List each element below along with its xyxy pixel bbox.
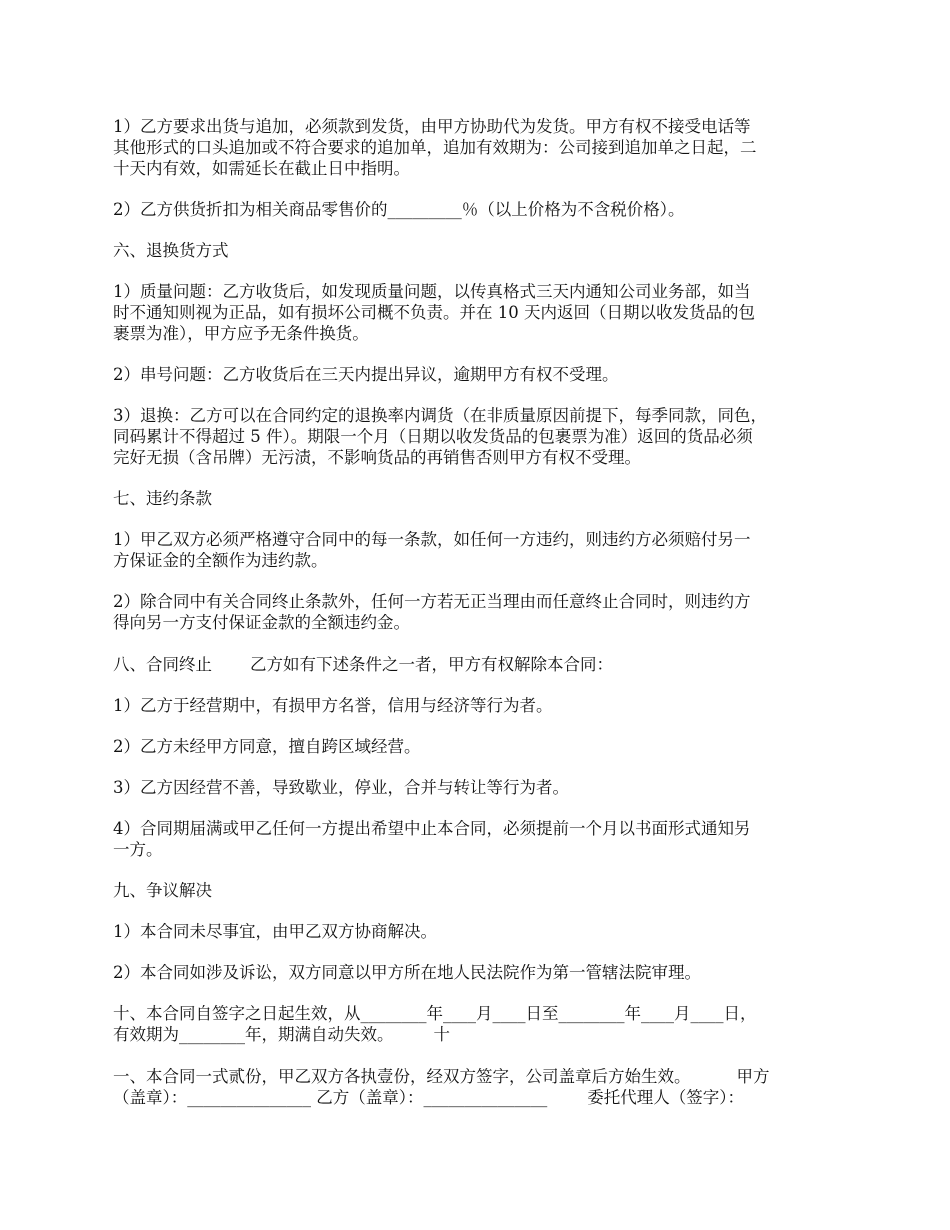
clause-6-item-2 xyxy=(113,364,840,385)
clause-6-item-1 xyxy=(113,281,840,344)
section-heading-8 xyxy=(113,654,840,675)
text-line: 1）乙方要求出货与追加，必须款到发货，由甲方协助代为发货。甲方有权不接受电话等 xyxy=(113,117,751,136)
text-line: 完好无损（含吊牌）无污渍，不影响货品的再销售否则甲方有权不受理。 xyxy=(113,448,641,467)
agent-signature-field: 委托代理人（签字）： xyxy=(587,1088,744,1107)
text-line: 3）退换：乙方可以在合同约定的退换率内调货（在非质量原因前提下，每季同款，同色， xyxy=(113,406,767,425)
text-line: 十、本合同自签字之日起生效，从________年____月____日至________年____月____日， xyxy=(113,1004,757,1023)
copies-clause: 一、本合同一式贰份，甲乙双方各执壹份，经双方签字，公司盖章后方始生效。 xyxy=(113,1067,691,1086)
clause-5-item-2 xyxy=(113,199,840,220)
party-a-label: 甲方 xyxy=(736,1067,770,1086)
text-line: 时不通知则视为正品，如有损坏公司概不负责。并在 10 天内返回（日期以收发货品的包 xyxy=(113,303,755,322)
section-heading-9 xyxy=(113,880,840,901)
clause-9-item-1 xyxy=(113,921,840,942)
text-line: 方保证金的全额作为违约款。 xyxy=(113,551,328,570)
seal-signature-fields: （盖章）：_______________ 乙方（盖章）：_______________ xyxy=(113,1088,548,1107)
section-11-signature xyxy=(113,1066,840,1108)
clause-9-item-2 xyxy=(113,962,840,983)
text-line: 3）乙方因经营不善，导致歇业，停业，合并与转让等行为者。 xyxy=(113,778,569,797)
text-line: 十天内有效，如需延长在截止日中指明。 xyxy=(113,159,410,178)
text-line: 2）乙方未经甲方同意，擅自跨区域经营。 xyxy=(113,737,421,756)
clause-7-item-2 xyxy=(113,591,840,633)
text-line: 得向另一方支付保证金款的全额违约金。 xyxy=(113,613,410,632)
clause-6-item-3 xyxy=(113,405,840,468)
text-line: 七、违约条款 xyxy=(113,489,212,508)
clause-8-item-4 xyxy=(113,818,840,860)
text-line: 2）本合同如涉及诉讼，双方同意以甲方所在地人民法院作为第一管辖法院审理。 xyxy=(113,963,701,982)
clause-8-item-3 xyxy=(113,777,840,798)
section-number-fragment: 十 xyxy=(433,1025,450,1044)
text-line: 同码累计不得超过 5 件）。期限一个月（日期以收发货品的包裹票为准）返回的货品必须 xyxy=(113,427,753,446)
clause-7-item-1 xyxy=(113,529,840,571)
section-intro: 乙方如有下述条件之一者，甲方有权解除本合同： xyxy=(250,655,613,674)
clause-8-item-2 xyxy=(113,736,840,757)
text-line: 1）质量问题：乙方收货后，如发现质量问题，以传真格式三天内通知公司业务部，如当 xyxy=(113,282,751,301)
text-line: 九、争议解决 xyxy=(113,881,212,900)
section-heading-6 xyxy=(113,240,840,261)
text-line: 1）本合同未尽事宜，由甲乙双方协商解决。 xyxy=(113,922,437,941)
text-line: 六、退换货方式 xyxy=(113,241,229,260)
clause-5-item-1 xyxy=(113,116,840,179)
section-10 xyxy=(113,1003,840,1045)
text-line: 一方。 xyxy=(113,840,163,859)
section-heading-7 xyxy=(113,488,840,509)
text-line: 裹票为准），甲方应予无条件换货。 xyxy=(113,324,369,343)
text-line: 4）合同期届满或甲乙任何一方提出希望中止本合同，必须提前一个月以书面形式通知另 xyxy=(113,819,751,838)
text-line: 2）除合同中有关合同终止条款外，任何一方若无正当理由而任意终止合同时，则违约方 xyxy=(113,592,751,611)
text-line: 2）串号问题：乙方收货后在三天内提出异议，逾期甲方有权不受理。 xyxy=(113,365,619,384)
section-title: 八、合同终止 xyxy=(113,655,212,674)
text-line: 其他形式的口头追加或不符合要求的追加单，追加有效期为：公司接到追加单之日起，二 xyxy=(113,138,757,157)
validity-text: 有效期为________年，期满自动失效。 xyxy=(113,1025,394,1044)
text-line: 1）甲乙双方必须严格遵守合同中的每一条款，如任何一方违约，则违约方必须赔付另一 xyxy=(113,530,751,549)
text-line: 2）乙方供货折扣为相关商品零售价的_________％（以上价格为不含税价格）。 xyxy=(113,200,685,219)
text-line: 1）乙方于经营期中，有损甲方名誉，信用与经济等行为者。 xyxy=(113,696,553,715)
clause-8-item-1 xyxy=(113,695,840,716)
